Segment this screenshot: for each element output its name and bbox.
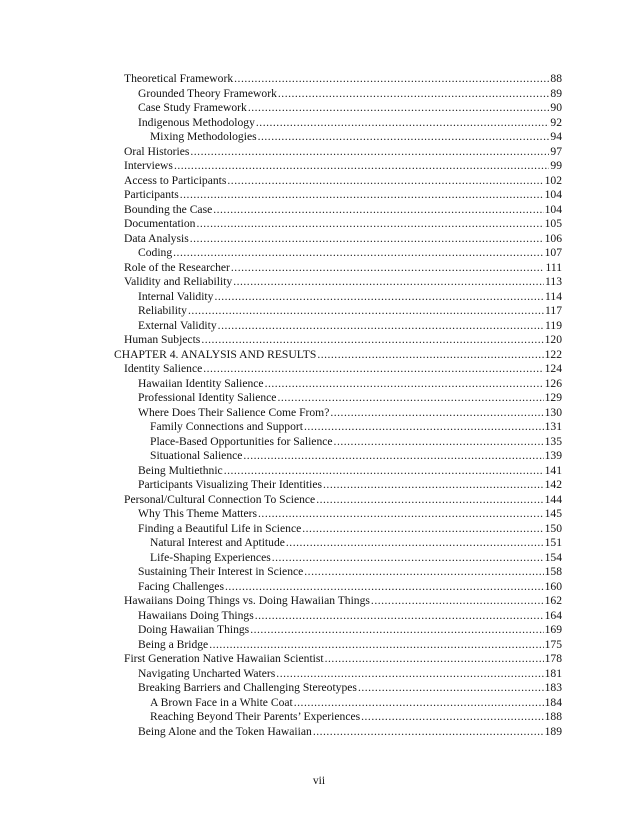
toc-entry-title: Being Multiethnic xyxy=(138,463,223,477)
toc-entry xyxy=(114,623,562,638)
dot-leader xyxy=(325,652,544,667)
toc-entry-title: Life-Shaping Experiences xyxy=(150,550,271,564)
toc-entry xyxy=(114,145,562,160)
toc-entry xyxy=(114,667,562,682)
toc-entry-page: 181 xyxy=(544,666,562,680)
toc-entry-page: 131 xyxy=(544,420,562,433)
toc-entry-page: 142 xyxy=(544,478,562,491)
toc-entry-title: Facing Challenges xyxy=(138,579,224,593)
toc-entry-page: 145 xyxy=(544,507,562,520)
dot-leader xyxy=(276,667,543,682)
toc-entry-title: Why This Theme Matters xyxy=(138,507,258,520)
toc-entry-page: 104 xyxy=(544,202,562,216)
toc-entry-page: 90 xyxy=(550,101,562,114)
toc-entry xyxy=(114,696,562,711)
toc-entry-title: Being Alone and the Token Hawaiian xyxy=(138,724,312,738)
toc-entry-title: Mixing Methodologies xyxy=(150,130,257,143)
toc-entry-page: 158 xyxy=(544,565,562,578)
toc-entry xyxy=(114,391,562,406)
toc-entry-title: External Validity xyxy=(138,318,217,332)
dot-leader xyxy=(265,377,544,392)
toc-entry-title: Human Subjects xyxy=(124,333,201,346)
toc-entry-title: Oral Histories xyxy=(124,144,190,158)
toc-entry-title: Role of the Researcher xyxy=(124,260,230,274)
toc-entry-page: 162 xyxy=(544,594,562,607)
toc-entry-title: Being a Bridge xyxy=(138,637,209,651)
toc-entry-page: 126 xyxy=(544,376,562,390)
toc-entry xyxy=(114,493,562,508)
toc-entry-page: 150 xyxy=(544,521,562,535)
dot-leader xyxy=(316,493,543,508)
toc-entry xyxy=(114,174,562,189)
toc-entry-page: 92 xyxy=(550,115,562,129)
toc-entry xyxy=(114,536,562,551)
dot-leader xyxy=(227,174,543,189)
toc-entry xyxy=(114,449,562,464)
toc-entry xyxy=(114,319,562,334)
toc-entry xyxy=(114,551,562,566)
dot-leader xyxy=(218,319,544,334)
dot-leader xyxy=(180,188,544,203)
toc-entry-page: 117 xyxy=(545,304,562,317)
toc-entry-page: 129 xyxy=(544,391,562,404)
dot-leader xyxy=(277,391,543,406)
dot-leader xyxy=(173,246,543,261)
toc-entry-title: Reliability xyxy=(138,304,187,317)
toc-entry xyxy=(114,565,562,580)
toc-entry-title: Hawaiians Doing Things vs. Doing Hawaiian Things xyxy=(124,594,370,607)
dot-leader xyxy=(302,522,543,537)
toc-entry-page: 94 xyxy=(550,130,562,143)
dot-leader xyxy=(317,348,543,363)
table-of-contents xyxy=(114,72,562,739)
dot-leader xyxy=(233,275,544,290)
toc-entry-page: 102 xyxy=(544,173,562,187)
dot-leader xyxy=(190,145,549,160)
toc-entry-title: Place-Based Opportunities for Salience xyxy=(150,434,333,448)
toc-entry-page: 175 xyxy=(544,637,562,651)
dot-leader xyxy=(214,290,544,305)
toc-entry-page: 139 xyxy=(544,449,562,462)
toc-entry-title: Professional Identity Salience xyxy=(138,391,277,404)
toc-entry xyxy=(114,507,562,522)
toc-entry-title: Interviews xyxy=(124,159,173,172)
toc-entry-title: Natural Interest and Aptitude xyxy=(150,536,285,549)
dot-leader xyxy=(196,217,543,232)
dot-leader xyxy=(323,478,544,493)
toc-entry xyxy=(114,130,562,145)
toc-entry-page: 114 xyxy=(545,289,562,303)
dot-leader xyxy=(334,435,544,450)
toc-entry-title: Finding a Beautiful Life in Science xyxy=(138,521,302,535)
toc-entry xyxy=(114,406,562,421)
toc-entry xyxy=(114,681,562,696)
toc-entry-title: Family Connections and Support xyxy=(150,420,303,433)
toc-entry-title: Situational Salience xyxy=(150,449,243,462)
toc-entry xyxy=(114,217,562,232)
dot-leader xyxy=(361,710,543,725)
toc-entry-title: A Brown Face in a White Coat xyxy=(150,695,293,709)
toc-entry-title: CHAPTER 4. ANALYSIS AND RESULTS xyxy=(114,347,317,361)
dot-leader xyxy=(248,101,550,116)
dot-leader xyxy=(231,261,545,276)
toc-entry xyxy=(114,362,562,377)
dot-leader xyxy=(304,420,544,435)
toc-entry xyxy=(114,232,562,247)
toc-entry-title: Data Analysis xyxy=(124,231,189,245)
toc-entry-page: 144 xyxy=(544,492,562,506)
dot-leader xyxy=(286,536,544,551)
toc-entry-page: 113 xyxy=(545,275,562,288)
toc-entry xyxy=(114,72,562,87)
toc-entry-page: 89 xyxy=(550,86,562,100)
toc-entry-title: Theoretical Framework xyxy=(124,72,234,85)
toc-entry xyxy=(114,652,562,667)
toc-entry xyxy=(114,261,562,276)
dot-leader xyxy=(258,507,544,522)
toc-entry-title: Breaking Barriers and Challenging Stereotypes xyxy=(138,681,357,694)
toc-entry-title: Indigenous Methodology xyxy=(138,115,255,129)
toc-entry xyxy=(114,435,562,450)
dot-leader xyxy=(201,333,543,348)
dot-leader xyxy=(255,609,544,624)
toc-entry xyxy=(114,188,562,203)
dot-leader xyxy=(371,594,544,609)
toc-entry-page: 106 xyxy=(544,231,562,245)
toc-entry-title: Bounding the Case xyxy=(124,202,213,216)
dot-leader xyxy=(278,87,550,102)
dot-leader xyxy=(174,159,549,174)
toc-entry xyxy=(114,159,562,174)
toc-entry xyxy=(114,377,562,392)
toc-entry-title: First Generation Native Hawaiian Scientist xyxy=(124,652,324,665)
toc-entry-title: Validity and Reliability xyxy=(124,275,233,288)
toc-entry xyxy=(114,116,562,131)
toc-entry xyxy=(114,101,562,116)
toc-entry-title: Participants xyxy=(124,188,179,201)
toc-entry-page: 189 xyxy=(544,724,562,738)
toc-entry xyxy=(114,478,562,493)
dot-leader xyxy=(209,638,543,653)
toc-entry-title: Reaching Beyond Their Parents’ Experiences xyxy=(150,710,361,723)
dot-leader xyxy=(294,696,544,711)
toc-entry-title: Case Study Framework xyxy=(138,101,247,114)
toc-entry-page: 151 xyxy=(544,536,562,549)
toc-entry-title: Identity Salience xyxy=(124,362,203,375)
toc-entry xyxy=(114,246,562,261)
dot-leader xyxy=(256,116,550,131)
toc-entry xyxy=(114,710,562,725)
toc-entry-page: 169 xyxy=(544,623,562,636)
toc-entry-page: 178 xyxy=(544,652,562,665)
dot-leader xyxy=(190,232,544,247)
toc-entry-title: Hawaiians Doing Things xyxy=(138,608,254,622)
toc-entry-title: Navigating Uncharted Waters xyxy=(138,666,276,680)
toc-entry-page: 184 xyxy=(544,695,562,709)
toc-entry-title: Internal Validity xyxy=(138,289,214,303)
toc-entry-title: Participants Visualizing Their Identities xyxy=(138,478,323,491)
dot-leader xyxy=(225,580,544,595)
dot-leader xyxy=(258,130,550,145)
toc-entry-page: 122 xyxy=(544,347,562,361)
dot-leader xyxy=(213,203,543,218)
dot-leader xyxy=(243,449,543,464)
toc-entry-page: 111 xyxy=(545,260,562,274)
toc-entry xyxy=(114,275,562,290)
dot-leader xyxy=(330,406,543,421)
toc-entry-page: 164 xyxy=(544,608,562,622)
toc-entry-title: Access to Participants xyxy=(124,173,227,187)
toc-entry xyxy=(114,522,562,537)
toc-entry-page: 154 xyxy=(544,550,562,564)
toc-entry-page: 130 xyxy=(544,405,562,419)
page-number: vii xyxy=(312,774,326,787)
toc-entry-page: 135 xyxy=(544,434,562,448)
toc-entry xyxy=(114,348,562,363)
toc-entry-title: Coding xyxy=(138,246,173,259)
toc-entry-page: 104 xyxy=(544,188,562,201)
dot-leader xyxy=(313,725,544,740)
toc-entry-title: Documentation xyxy=(124,217,196,230)
toc-entry-title: Personal/Cultural Connection To Science xyxy=(124,492,316,506)
toc-entry-page: 105 xyxy=(544,217,562,230)
toc-entry xyxy=(114,609,562,624)
toc-entry-title: Sustaining Their Interest in Science xyxy=(138,565,304,578)
toc-entry xyxy=(114,580,562,595)
toc-entry-title: Where Does Their Salience Come From? xyxy=(138,405,330,419)
toc-entry-title: Hawaiian Identity Salience xyxy=(138,376,264,390)
toc-entry-page: 97 xyxy=(550,144,562,158)
toc-entry-page: 99 xyxy=(550,159,562,172)
toc-entry xyxy=(114,290,562,305)
toc-entry xyxy=(114,333,562,348)
toc-entry-page: 120 xyxy=(544,333,562,346)
dot-leader xyxy=(272,551,544,566)
toc-entry xyxy=(114,203,562,218)
toc-entry-page: 188 xyxy=(544,710,562,723)
toc-entry xyxy=(114,464,562,479)
toc-entry-page: 183 xyxy=(544,681,562,694)
toc-entry-page: 160 xyxy=(544,579,562,593)
dot-leader xyxy=(304,565,543,580)
dot-leader xyxy=(224,464,544,479)
dot-leader xyxy=(250,623,543,638)
dot-leader xyxy=(203,362,543,377)
dot-leader xyxy=(188,304,544,319)
toc-entry xyxy=(114,594,562,609)
toc-entry-page: 119 xyxy=(545,318,562,332)
toc-entry-page: 124 xyxy=(544,362,562,375)
toc-entry-page: 141 xyxy=(544,463,562,477)
toc-entry-page: 88 xyxy=(550,72,562,85)
dot-leader xyxy=(358,681,544,696)
toc-entry xyxy=(114,304,562,319)
toc-entry-title: Doing Hawaiian Things xyxy=(138,623,250,636)
toc-entry xyxy=(114,725,562,740)
toc-entry xyxy=(114,87,562,102)
toc-entry-title: Grounded Theory Framework xyxy=(138,86,277,100)
toc-entry-page: 107 xyxy=(544,246,562,259)
dot-leader xyxy=(234,72,549,87)
toc-entry xyxy=(114,638,562,653)
toc-entry xyxy=(114,420,562,435)
